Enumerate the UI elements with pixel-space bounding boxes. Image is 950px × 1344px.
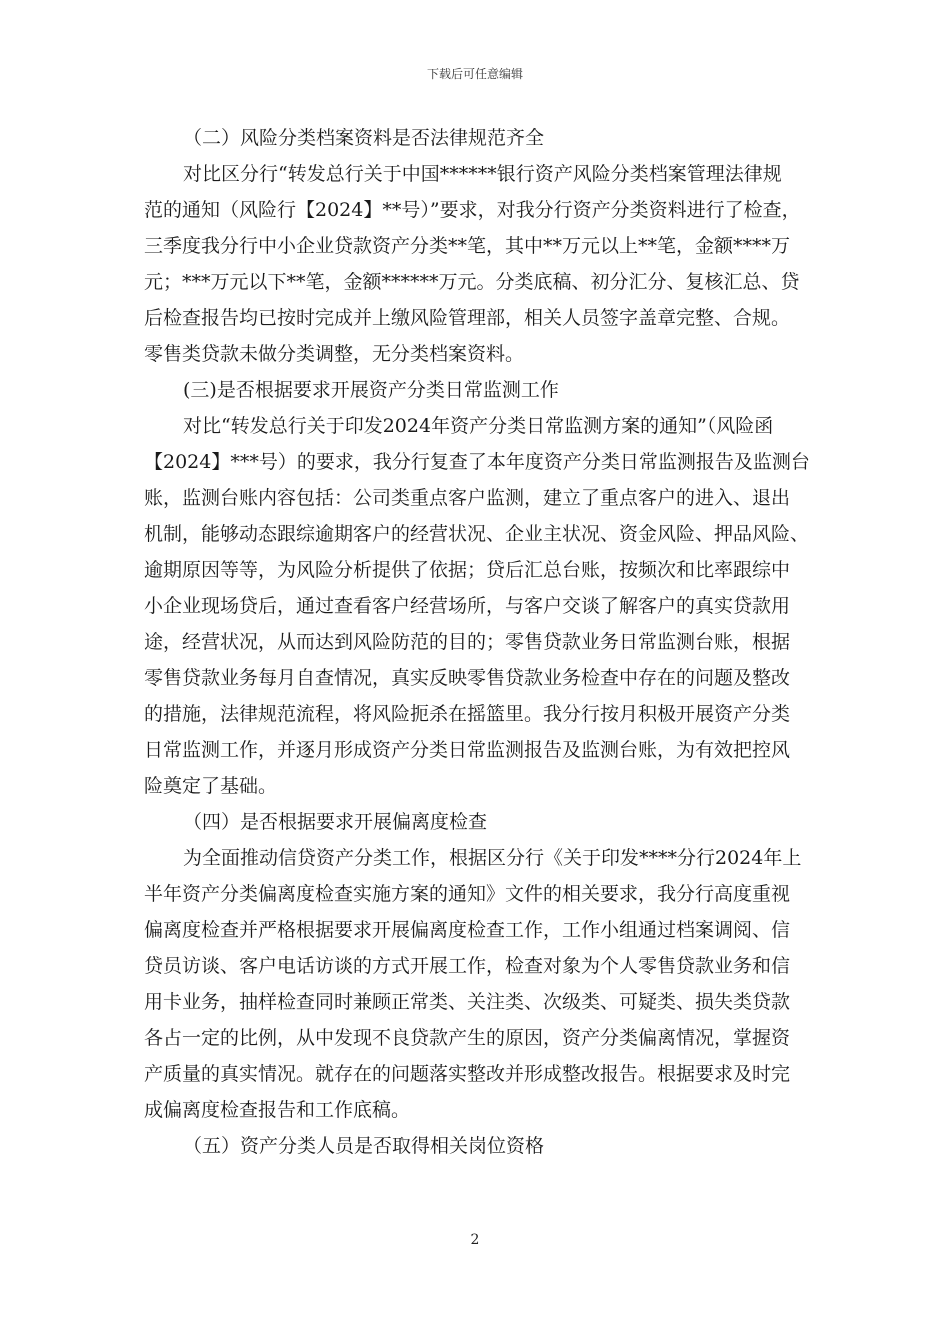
paragraph-line: 范的通知（风险行【2024】**号）”要求，对我分行资产分类资料进行了检查， (144, 199, 801, 221)
paragraph-line: 险奠定了基础。 (144, 775, 278, 797)
paragraph-line: 半年资产分类偏离度检查实施方案的通知》文件的相关要求，我分行高度重视 (144, 883, 791, 905)
paragraph-line: 逾期原因等等，为风险分析提供了依据；贷后汇总台账，按频次和比率跟综中 (144, 559, 791, 581)
paragraph-line: 三季度我分行中小企业贷款资产分类**笔，其中**万元以上**笔，金额****万 (144, 235, 791, 257)
page-header: 下载后可任意编辑 (426, 67, 523, 81)
paragraph-line: 零售贷款业务每月自查情况，真实反映零售贷款业务检查中存在的问题及整改 (144, 667, 791, 689)
paragraph-line: 日常监测工作，并逐月形成资产分类日常监测报告及监测台账，为有效把控风 (144, 739, 791, 761)
paragraph-line: 为全面推动信贷资产分类工作，根据区分行《关于印发****分行2024年上 (183, 847, 802, 869)
paragraph-line: 后检查报告均已按时完成并上缴风险管理部，相关人员签字盖章完整、合规。 (144, 307, 791, 329)
paragraph-line: 产质量的真实情况。就存在的问题落实整改并形成整改报告。根据要求及时完 (144, 1063, 791, 1085)
paragraph-line: 各占一定的比例，从中发现不良贷款产生的原因，资产分类偏离情况，掌握资 (144, 1027, 791, 1049)
section-heading: (三)是否根据要求开展资产分类日常监测工作 (183, 379, 559, 401)
paragraph-line: 用卡业务，抽样检查同时兼顾正常类、关注类、次级类、可疑类、损失类贷款 (144, 991, 791, 1013)
paragraph-line: 对比区分行“转发总行关于中国******银行资产风险分类档案管理法律规 (183, 163, 782, 185)
paragraph-line: 元；***万元以下**笔，金额******万元。分类底稿、初分汇分、复核汇总、贷 (144, 271, 800, 293)
paragraph-line: 的措施，法律规范流程，将风险扼杀在摇篮里。我分行按月积极开展资产分类 (144, 703, 791, 725)
paragraph-line: 零售类贷款未做分类调整，无分类档案资料。 (144, 343, 525, 365)
paragraph-line: 贷员访谈、客户电话访谈的方式开展工作，检查对象为个人零售贷款业务和信 (144, 955, 791, 977)
section-heading: （四）是否根据要求开展偏离度检查 (183, 811, 488, 833)
section-heading: （五）资产分类人员是否取得相关岗位资格 (183, 1135, 545, 1157)
paragraph-line: 成偏离度检查报告和工作底稿。 (144, 1099, 411, 1121)
page-number: 2 (470, 1232, 480, 1248)
paragraph-line: 对比“转发总行关于印发2024年资产分类日常监测方案的通知”（风险函 (183, 415, 774, 437)
paragraph-line: 小企业现场贷后，通过查看客户经营场所，与客户交谈了解客户的真实贷款用 (144, 595, 791, 617)
paragraph-line: 机制，能够动态跟综逾期客户的经营状况、企业主状况、资金风险、押品风险、 (144, 523, 810, 545)
section-heading: （二）风险分类档案资料是否法律规范齐全 (183, 127, 545, 149)
paragraph-line: 【2024】***号）的要求，我分行复查了本年度资产分类日常监测报告及监测台 (144, 451, 810, 473)
paragraph-line: 途，经营状况，从而达到风险防范的目的；零售贷款业务日常监测台账，根据 (144, 631, 791, 653)
document-body (144, 120, 808, 1164)
paragraph-line: 账，监测台账内容包括：公司类重点客户监测，建立了重点客户的进入、退出 (144, 487, 791, 509)
paragraph-line: 偏离度检查并严格根据要求开展偏离度检查工作，工作小组通过档案调阅、信 (144, 919, 791, 941)
